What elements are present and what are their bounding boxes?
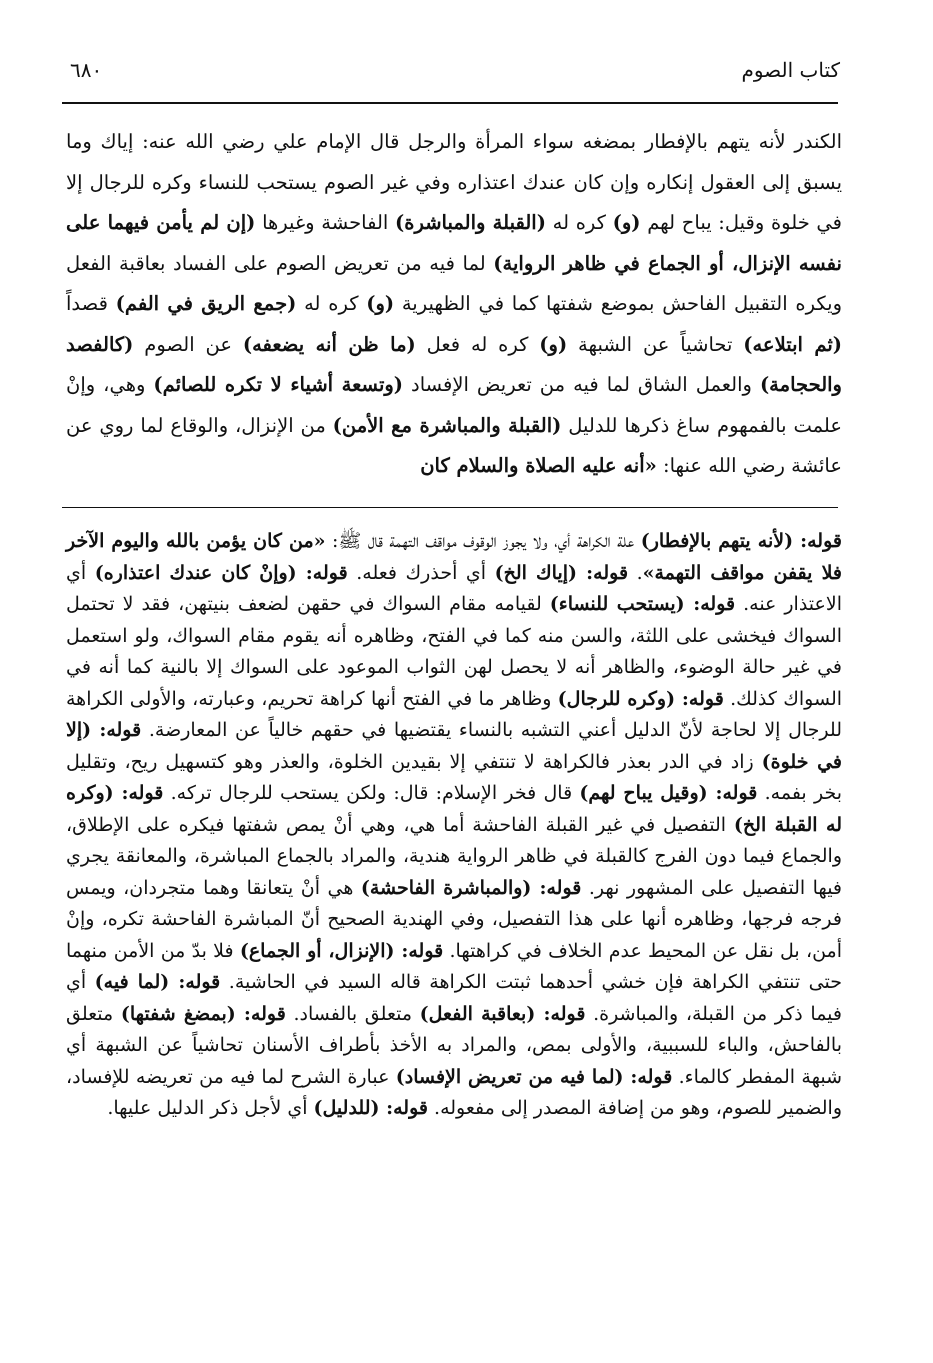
text-run: قصداً (66, 292, 116, 315)
commentary-lemma: قوله: (لما فيه من تعريض الإفساد) (395, 1065, 673, 1088)
text-run: من الإنزال، والوقاع لما روي عن عائشة رضي الله عنها: (66, 413, 842, 477)
text-run: تحاشياً عن الشبهة (567, 332, 744, 356)
commentary-lemma: قوله: (للدليل) (313, 1097, 428, 1119)
text-run: هي أنْ يتعانقا وهما متجردان، ويمس فرجه فرجها، وظاهره أنها على هذا التفصيل، وفي الهندية الصحيح أنّ المباشرة الفاحشة تكره، وإنْ أمن، بل نقل عن المحيط عدم الخلاف في كراهتها. (66, 876, 843, 962)
bold-quote: (و) (612, 211, 641, 234)
bold-quote: (و) (539, 332, 568, 356)
commentary-paragraph (66, 526, 842, 1125)
commentary-lemma: قوله: (إياك الخ) (494, 561, 629, 584)
text-run: زاد في الدر بعذر فالكراهة لا تنتفي إلا بقيدين الخلوة، والعذر وهو كتسهيل ريح، وتقليل بخر بفمه. (66, 750, 843, 804)
bold-quote: (و) (366, 292, 395, 315)
bold-quote: (إن لم يأمن فيهما على نفسه الإنزال، أو الجماع في ظاهر الرواية) (66, 211, 842, 275)
text-run: وهي، وإنْ علمت بالفمهوم ساغ ذكرها للدليل (66, 373, 842, 437)
text-run: لقيامه مقام السواك في حقهن لضعف بنيتهن، فقد لا تحتمل السواك فيخشى على اللثة، والسن منه كما في الفتح، وظاهره أنه يقوم مقام السواك، ولو استعمل في غير حالة الوضوء، والظاهر أنه لا يحصل لهن الثواب الموعود على السواك إلا بالنية كما أنه في السواك كذلك. (66, 593, 843, 710)
text-run: علة الكراهة أي، ولا يجوز الوقوف مواقف التهمة قال ﷺ: (325, 530, 641, 552)
text-run: الفاحشة وغيرها (255, 211, 395, 234)
text-run: كره له فعل (415, 332, 540, 356)
text-run: عبارة الشرح لما فيه من تعريضه للإفساد، والضمير للصوم، وهو من إضافة المصدر إلى مفعوله. (66, 1065, 842, 1119)
bold-quote: (القبلة والمباشرة مع الأمن) (332, 413, 562, 437)
text-run: أي أحذرك فعله. (347, 561, 495, 584)
running-header (70, 58, 840, 92)
text-run: أي لأجل ذكر الدليل عليها. (107, 1097, 314, 1119)
text-run: وظاهر ما في الفتح أنها كراهة تحريم، وعبارته، والأولى الكراهة للرجال إلا لحاجة لأنّ الدليل أعني التشبه بالنساء يقتضيها في حقهم خالياً عن المعارضة. (66, 687, 842, 741)
bold-quote: (القبلة والمباشرة) (395, 211, 546, 234)
text-run: متعلق بالفاحش، والباء للسببية، والأولى بمص، والمراد به الأخذ بأطراف الأسنان تحاشياً عن الشبهة أي شبهة المفطر كالماء. (66, 1002, 842, 1088)
text-run: عن الصوم (133, 332, 243, 356)
bold-quote: «أنه عليه الصلاة والسلام كان (420, 454, 657, 477)
text-run: فلا بدّ من الأمن منهما حتى تنتفي الكراهة فإن خشي أحدهما ثبتت الكراهة قاله السيد في الحاشية. (66, 939, 842, 993)
book-chapter-title: كتاب الصوم (741, 58, 840, 82)
section-divider (62, 507, 838, 508)
text-run: متعلق بالفساد. (285, 1002, 420, 1025)
main-text-paragraph (66, 122, 842, 487)
commentary-lemma: قوله: (وكره للرجال) (557, 687, 724, 710)
bold-quote: (وتسعة أشياء لا تكره للصائم) (153, 373, 404, 396)
text-run: الكندر لأنه يتهم بالإفطار بمضغه سواء المرأة والرجل قال الإمام علي رضي الله عنه: إياك وما يسبق إلى العقول إنكاره وإن كان عندك اعتذاره وفي غير الصوم يستحب للنساء وكره للرجال إلا في خلوة وقيل: يباح لهم (66, 130, 843, 234)
text-run: كره له (545, 211, 613, 234)
hadith-quote: «من كان يؤمن بالله واليوم الآخر فلا يقفن مواقف التهمة» (66, 530, 842, 584)
text-run: التفصيل في غير القبلة الفاحشة أما هي، وهي أنْ يمص شفتها فيكره على الإطلاق، والجماع فيما دون الفرج كالقبلة في ظاهر الرواية هندية، والمراد بالجماع المباشرة، والمعانقة يجري فيها التفصيل على المشهور نهر. (66, 813, 843, 899)
text-run: قال فخر الإسلام: قال: ولكن يستحب للرجال تركه. (163, 782, 580, 804)
commentary-text (66, 526, 842, 1125)
commentary-lemma: قوله: (بعاقبة الفعل) (419, 1002, 586, 1025)
commentary-lemma: قوله: (بمضغ شفتها) (120, 1002, 286, 1025)
text-run: أي الاعتذار عنه. (66, 561, 842, 615)
bold-quote: (كالفصد والحجامة) (66, 332, 842, 396)
commentary-lemma: قوله: (لأنه يتهم بالإفطار) (640, 530, 842, 552)
main-text (66, 122, 842, 487)
commentary-lemma: قوله: (لما فيه) (94, 971, 221, 993)
header-rule (62, 102, 838, 104)
bold-quote: (ما ظن أنه يضعفه) (242, 332, 416, 356)
text-run: والعمل الشاق لما فيه من تعريض الإفساد (403, 373, 760, 396)
text-run: كره له (296, 292, 367, 315)
text-run: أي فيما ذكر من القبلة، والمباشرة. (66, 971, 842, 1025)
text-run: . (628, 561, 643, 584)
page-number: ٦٨٠ (70, 58, 103, 82)
commentary-lemma: قوله: (يستحب للنساء) (549, 593, 736, 615)
commentary-lemma: قوله: (وقيل يباح لهم) (579, 782, 758, 804)
commentary-lemma: قوله: (والمباشرة الفاحشة) (360, 876, 582, 899)
bold-quote: (جمع الريق في الفم) (115, 292, 297, 315)
commentary-lemma: قوله: (وكره له القبلة الخ) (66, 782, 842, 836)
text-run: لما فيه من تعريض الصوم على الفساد بعاقبة الفعل ويكره التقبيل الفاحش بموضع شفتها كما في الظهيرية (66, 251, 842, 315)
commentary-lemma: قوله: (وإنْ كان عندك اعتذاره) (94, 561, 348, 584)
commentary-lemma: قوله: (إلا في خلوة) (66, 719, 842, 773)
commentary-lemma: قوله: (الإنزال، أو الجماع) (239, 939, 444, 962)
bold-quote: (ثم ابتلاعه) (743, 332, 842, 356)
